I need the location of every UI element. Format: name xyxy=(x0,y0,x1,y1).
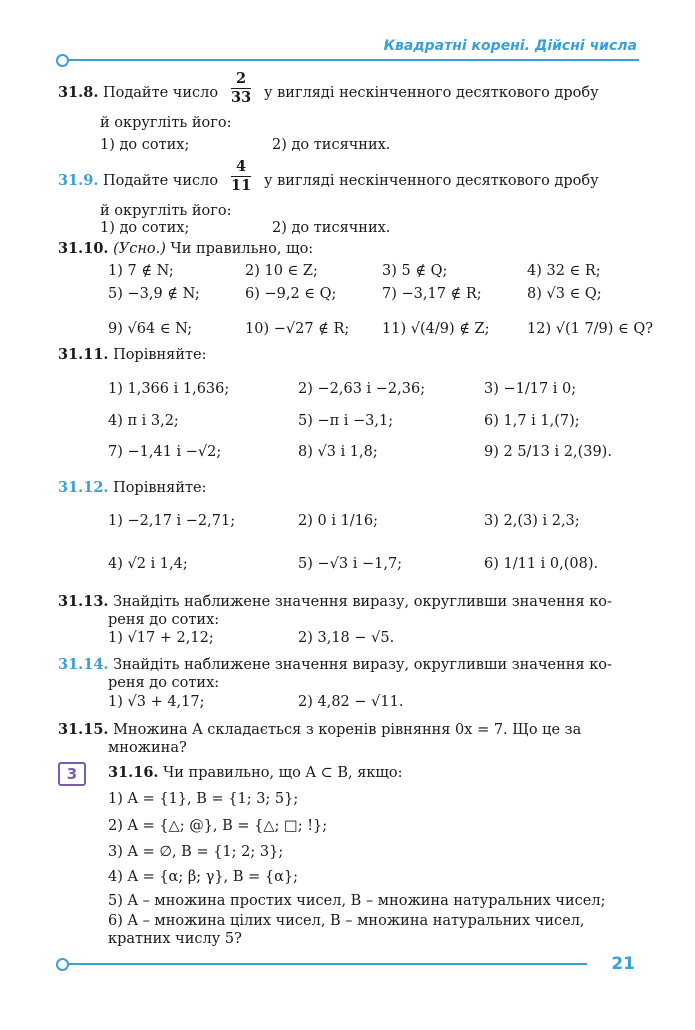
fraction-2-33 xyxy=(228,70,254,107)
item: 4) π і 3,2; xyxy=(108,413,179,429)
item: 2) 10 ∈ Z; xyxy=(245,263,318,279)
item: 5) A – множина простих чисел, B – множина натуральних чисел; xyxy=(108,893,606,909)
exercise-31-12 xyxy=(58,479,206,497)
text: Знайдіть наближене значення виразу, округливши значення ко- xyxy=(113,657,612,673)
oral-label: (Усно.) xyxy=(113,241,166,257)
item: 1) √17 + 2,12; xyxy=(108,630,214,646)
header-rule xyxy=(67,59,639,61)
question: Порівняйте: xyxy=(113,347,207,363)
exercise-number: 31.10. xyxy=(58,240,109,257)
item: 6) 1,7 і 1,(7); xyxy=(484,413,580,429)
item: 2) 4,82 − √11. xyxy=(298,694,404,710)
exercise-number: 31.15. xyxy=(58,721,109,738)
item: 6) A – множина цілих чисел, B – множина натуральних чисел, xyxy=(108,913,585,929)
exercise-number: 31.9. xyxy=(58,172,99,189)
text: Подайте число xyxy=(102,85,219,101)
item: 4) 32 ∈ R; xyxy=(527,263,601,279)
item: 4) A = {α; β; γ}, B = {α}; xyxy=(108,869,298,885)
text: реня до сотих: xyxy=(108,612,220,628)
item: 3) A = ∅, B = {1; 2; 3}; xyxy=(108,844,284,860)
item: 2) A = {△; @}, B = {△; □; !}; xyxy=(108,818,328,834)
item: 1) −2,17 і −2,71; xyxy=(108,513,236,529)
text: й округліть його: xyxy=(100,115,232,131)
header-title: Квадратні корені. Дійсні числа xyxy=(383,38,637,54)
item: кратних числу 5? xyxy=(108,931,242,947)
item: 8) √3 ∈ Q; xyxy=(527,286,602,302)
exercise-31-16 xyxy=(108,764,403,782)
denominator: 33 xyxy=(231,89,252,106)
numerator: 2 xyxy=(231,70,251,89)
item: 2) до тисячних. xyxy=(272,137,391,153)
question: Чи правильно, що: xyxy=(170,241,314,257)
exercise-number: 31.8. xyxy=(58,84,99,101)
exercise-31-15 xyxy=(58,721,581,739)
exercise-31-9 xyxy=(58,172,218,190)
text: у вигляді нескінченного десяткового дробу xyxy=(264,173,599,189)
exercise-31-10 xyxy=(58,240,313,258)
text: у вигляді нескінченного десяткового дробу xyxy=(264,85,599,101)
text: реня до сотих: xyxy=(108,675,220,691)
item: 2) −2,63 і −2,36; xyxy=(298,381,426,397)
item: 2) до тисячних. xyxy=(272,220,391,236)
item: 8) √3 і 1,8; xyxy=(298,444,378,460)
denominator: 11 xyxy=(231,177,252,194)
numerator: 4 xyxy=(231,158,251,177)
item: 1) √3 + 4,17; xyxy=(108,694,205,710)
exercise-number: 31.11. xyxy=(58,346,109,363)
exercise-31-8 xyxy=(58,84,218,102)
item: 2) 0 і 1/16; xyxy=(298,513,379,529)
item: 1) до сотих; xyxy=(100,137,190,153)
text: Множина A складається з коренів рівняння 0x = 7. Що це за xyxy=(113,722,582,738)
item: 6) 1/11 і 0,(08). xyxy=(484,556,599,572)
text: Подайте число xyxy=(102,173,219,189)
item: 3) 5 ∉ Q; xyxy=(382,263,448,279)
item: 9) √64 ∈ N; xyxy=(108,321,193,337)
text: й округліть його: xyxy=(100,203,232,219)
item: 6) −9,2 ∈ Q; xyxy=(245,286,337,302)
item: 1) A = {1}, B = {1; 3; 5}; xyxy=(108,791,299,807)
item: 2) 3,18 − √5. xyxy=(298,630,395,646)
item: 5) −3,9 ∉ N; xyxy=(108,286,200,302)
item: 1) до сотих; xyxy=(100,220,190,236)
item: 10) −√27 ∉ R; xyxy=(245,321,350,337)
exercise-31-11 xyxy=(58,346,206,364)
exercise-number: 31.12. xyxy=(58,479,109,496)
exercise-31-13 xyxy=(58,593,612,611)
question: Порівняйте: xyxy=(113,480,207,496)
item: 7) −3,17 ∉ R; xyxy=(382,286,482,302)
item: 12) √(1 7/9) ∈ Q? xyxy=(527,321,654,337)
item: 1) 7 ∉ N; xyxy=(108,263,174,279)
item: 1) 1,366 і 1,636; xyxy=(108,381,230,397)
item: 3) 2,(3) і 2,3; xyxy=(484,513,580,529)
item: 4) √2 і 1,4; xyxy=(108,556,188,572)
exercise-number: 31.14. xyxy=(58,656,109,673)
item: 7) −1,41 і −√2; xyxy=(108,444,222,460)
text: Знайдіть наближене значення виразу, округливши значення ко- xyxy=(113,594,612,610)
page-number: 21 xyxy=(611,954,635,974)
fraction-4-11 xyxy=(228,158,254,195)
exercise-number: 31.13. xyxy=(58,593,109,610)
footer-rule xyxy=(67,963,587,965)
exercise-31-14 xyxy=(58,656,612,674)
item: 5) −π і −3,1; xyxy=(298,413,394,429)
level-badge: 3 xyxy=(58,762,86,786)
item: 5) −√3 і −1,7; xyxy=(298,556,403,572)
item: 9) 2 5/13 і 2,(39). xyxy=(484,444,612,460)
item: 3) −1/17 і 0; xyxy=(484,381,577,397)
exercise-number: 31.16. xyxy=(108,764,159,781)
question: Чи правильно, що A ⊂ B, якщо: xyxy=(163,765,403,781)
text: множина? xyxy=(108,740,187,756)
item: 11) √(4/9) ∉ Z; xyxy=(382,321,490,337)
